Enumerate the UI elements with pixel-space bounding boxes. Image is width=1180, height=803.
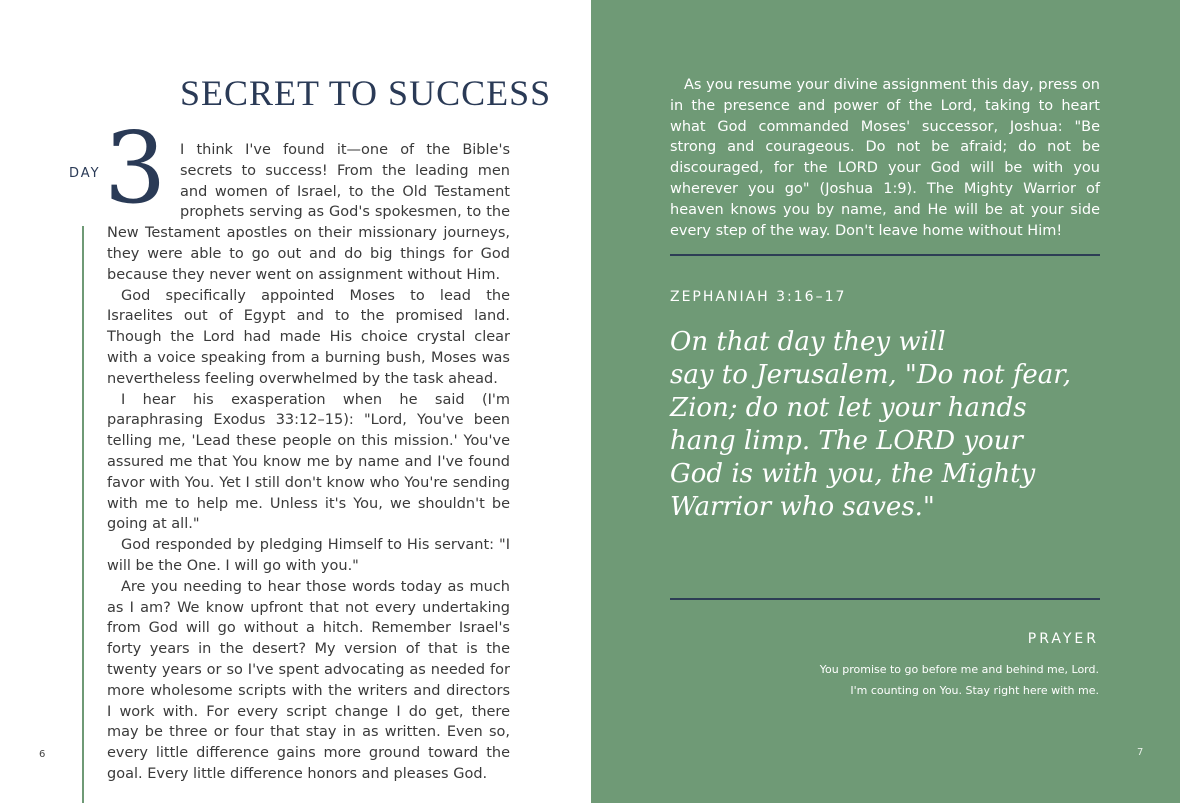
- right-page: [591, 0, 1180, 803]
- page-number-right: 7: [1137, 747, 1144, 758]
- verse-line: God is with you, the Mighty: [670, 459, 1036, 489]
- body-paragraph-5: Are you needing to hear those words today as much as I am? We know upfront that not every undertaking from God will go without a hitch. Remember Israel's forty years in the desert? My version of that is the twenty years or so I've spent advocating as needed for more wholesome scripts with the writers and directors I work with. For every script change I do get, there may be three or four that stay in as written. Even so, every little difference gains more ground toward the goal. Every little difference honors and pleases God.: [107, 578, 510, 782]
- body-paragraph-2: God specifically appointed Moses to lead the Israelites out of Egypt and to the promised land. Though the Lord had made His choice crystal clear with a voice speaking from a burning bush, Moses was nevertheless feeling overwhelmed by the task ahead.: [107, 287, 510, 387]
- body-paragraph-3: I hear his exasperation when he said (I'm paraphrasing Exodus 33:12–15): "Lord, You've been telling me, 'Lead these people on this mission.' You've assured me that You know me by name and I've found favor with You. Yet I still don't know who You're sending with me to help me. Unless it's You, we shouldn't be going at all.": [107, 391, 510, 533]
- day-label: DAY: [69, 166, 101, 181]
- accent-vertical-rule: [82, 226, 84, 803]
- page-number-left: 6: [39, 749, 46, 760]
- body-paragraph-4: God responded by pledging Himself to His servant: "I will be the One. I will go with you.": [107, 537, 510, 574]
- verse-line: Warrior who saves.": [670, 492, 935, 522]
- prayer-heading: PRAYER: [1027, 631, 1099, 647]
- verse-line: On that day they will: [670, 327, 946, 357]
- verse-line: hang limp. The LORD your: [670, 426, 1023, 456]
- page-title: SECRET TO SUCCESS: [180, 73, 552, 113]
- drop-number-spacer: [107, 140, 180, 220]
- prayer-text: [799, 659, 1099, 701]
- divider-top: [670, 254, 1100, 256]
- verse-quote: [670, 326, 1072, 524]
- verse-line: say to Jerusalem, "Do not fear,: [670, 360, 1072, 390]
- application-paragraph: As you resume your divine assignment this day, press on in the presence and power of the Lord, taking to heart what God commanded Moses' successor, Joshua: "Be strong and courageous. Do not be afraid; do not be discouraged, for the LORD your God will be with you wherever you go" (Joshua 1:9). The Mighty Warrior of heaven knows you by name, and He will be at your side every step of the way. Don't leave home without Him!: [670, 77, 1100, 239]
- day-number: 3: [104, 112, 167, 226]
- verse-line: Zion; do not let your hands: [670, 393, 1027, 423]
- prayer-line: You promise to go before me and behind me, Lord.: [819, 663, 1099, 676]
- prayer-line: I'm counting on You. Stay right here with me.: [850, 684, 1099, 697]
- devotional-body: [107, 140, 510, 785]
- body-paragraph-1: I think I've found it—one of the Bible's secrets to success! From the leading men and women of Israel, to the Old Testament prophets serving as God's spokesmen, to the New Testament apostles on their missionary journeys, they were able to go out and do big things for God because they never went on assignment without Him.: [107, 142, 510, 283]
- divider-bottom: [670, 598, 1100, 600]
- verse-reference: ZEPHANIAH 3:16–17: [670, 289, 847, 305]
